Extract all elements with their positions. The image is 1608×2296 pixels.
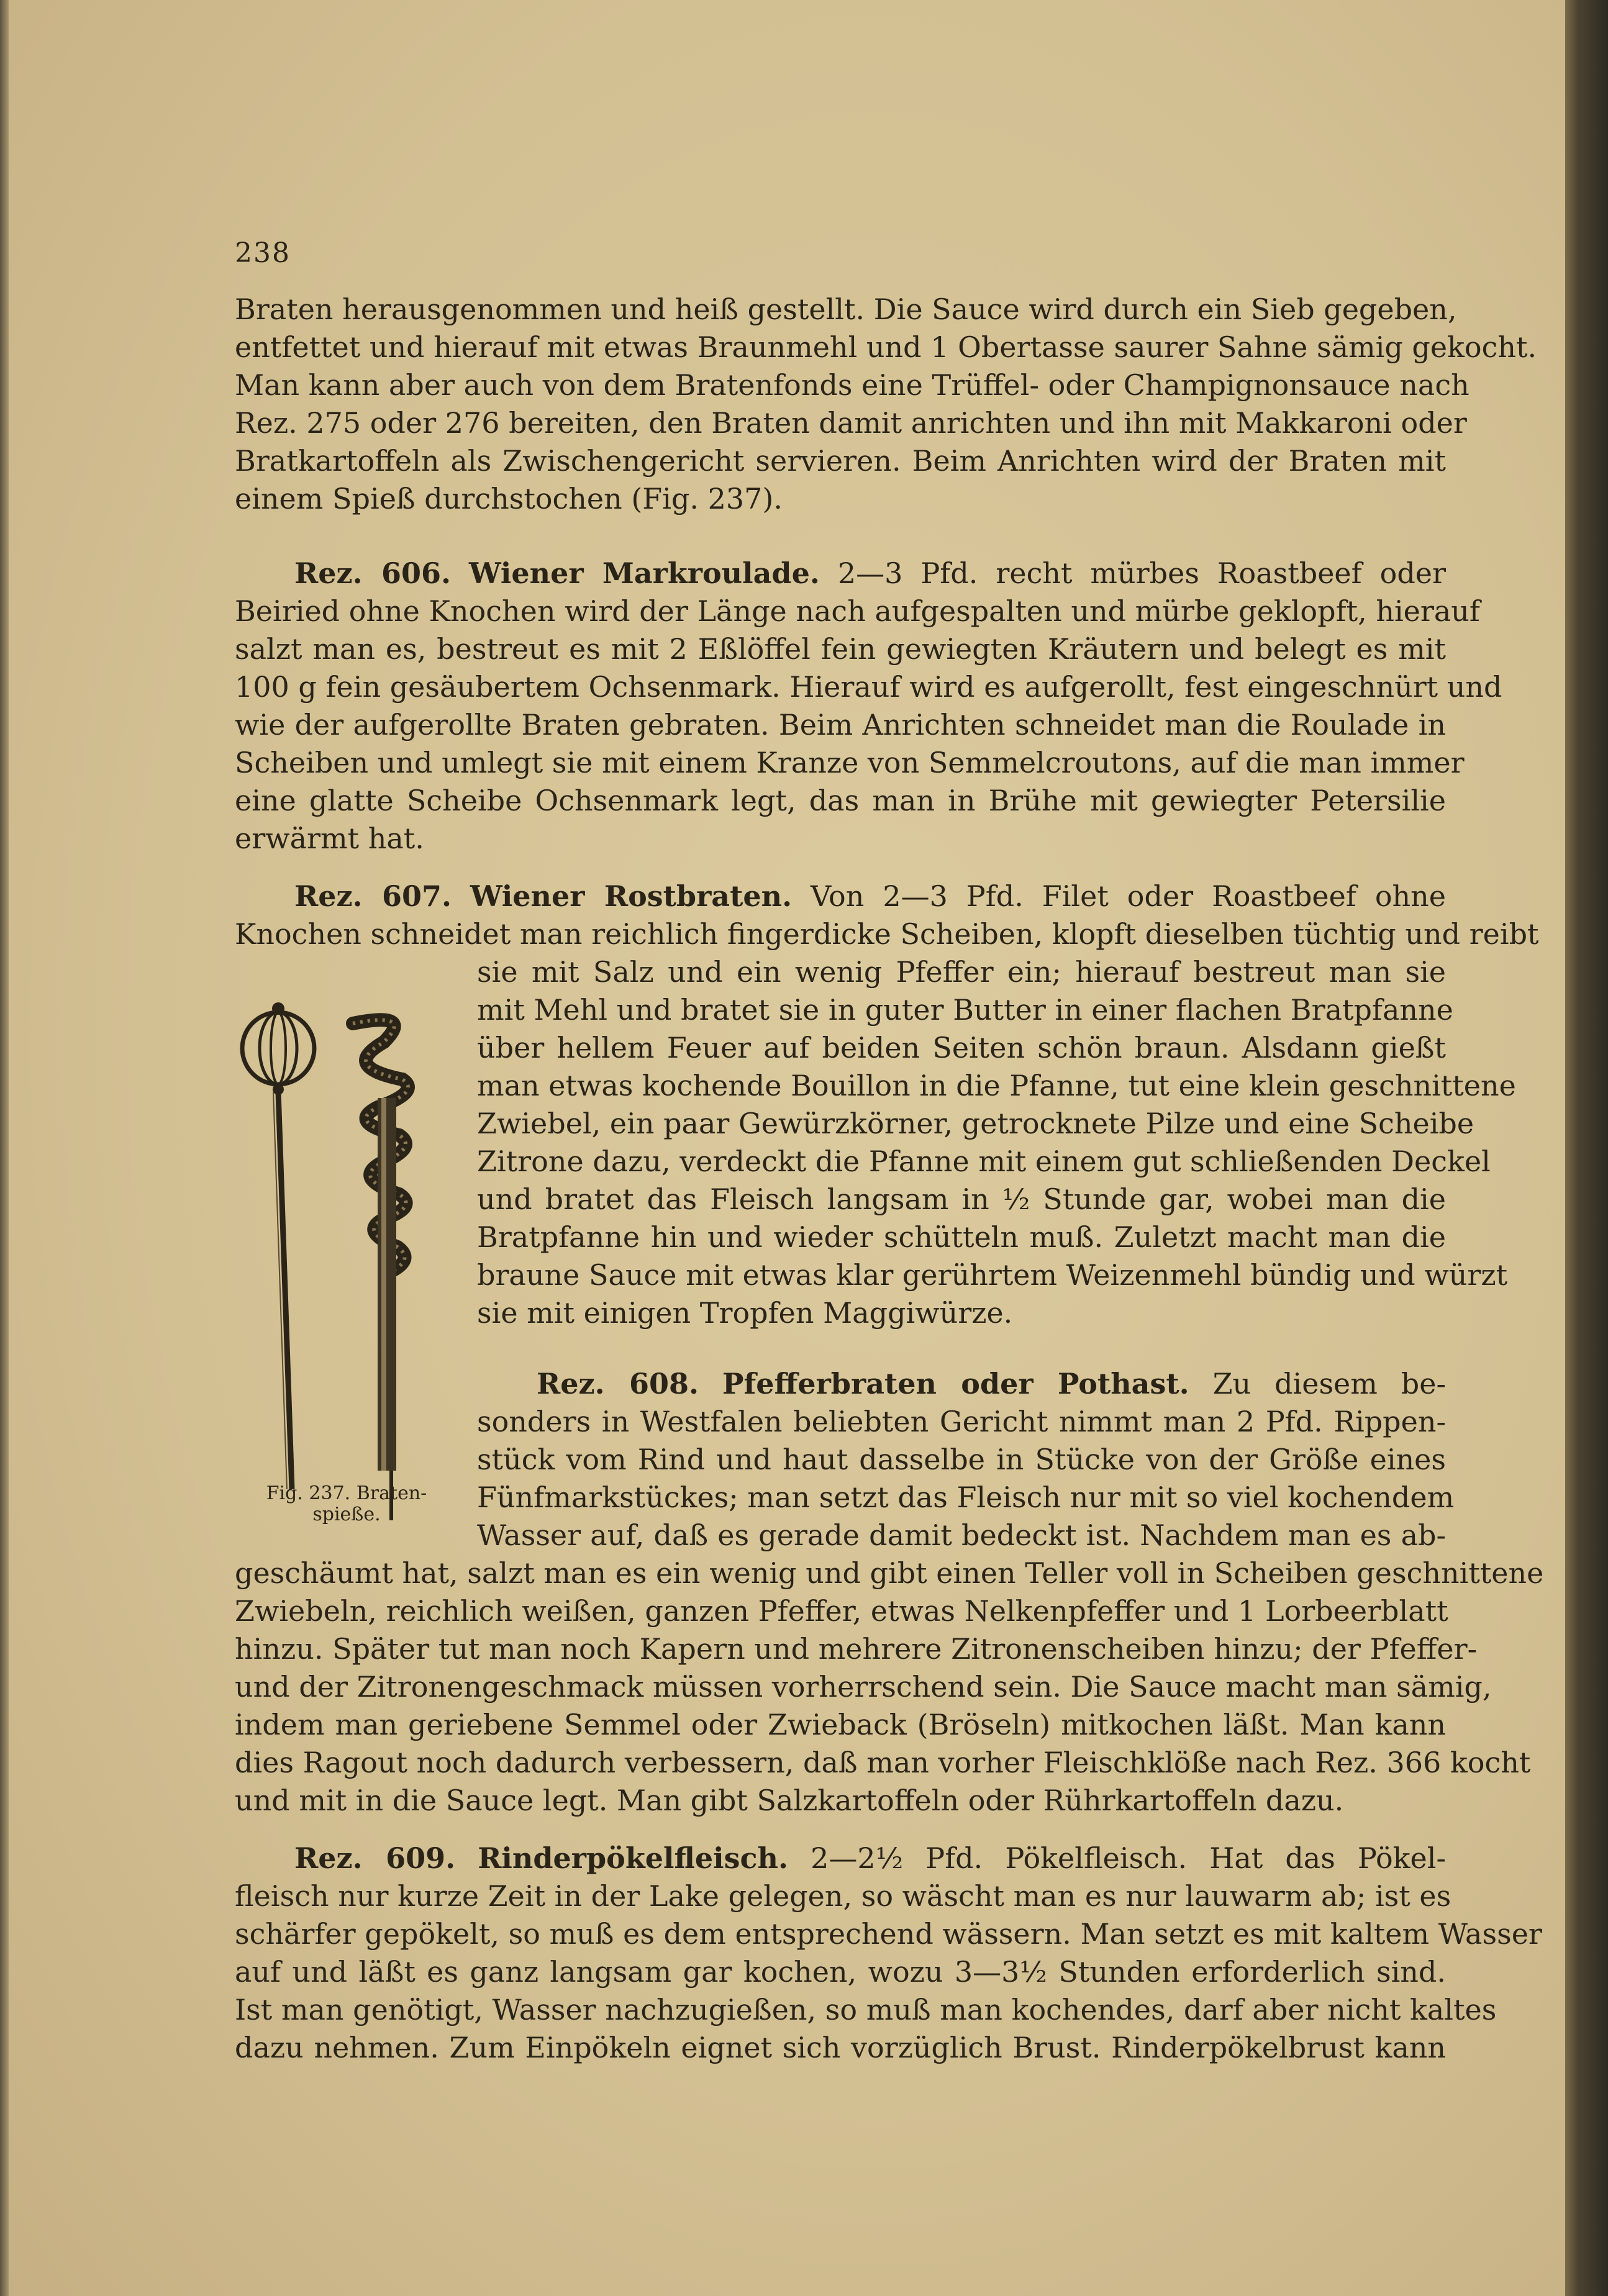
text-line: sie mit Salz und ein wenig Pfeffer ein; hierauf bestreut man sie — [477, 955, 1446, 989]
text-line: 2—2½ Pfd. Pökelfleisch. Hat das Pökel- — [811, 1841, 1446, 1875]
recipe-title: Rinderpökelfleisch. — [478, 1841, 789, 1875]
recipe-title: Wiener Markroulade. — [469, 556, 820, 590]
figure-skewers-illustration — [235, 974, 458, 1533]
text-line: sonders in Westfalen beliebten Gericht nimmt man 2 Pfd. Rippen- — [477, 1405, 1446, 1438]
text-line: mit Mehl und bratet sie in guter Butter in einer flachen Bratpfanne — [477, 993, 1453, 1027]
text-line: braune Sauce mit etwas klar gerührtem Weizenmehl bündig und würzt — [477, 1258, 1508, 1292]
text-line: wie der aufgerollte Braten gebraten. Beim Anrichten schneidet man die Roulade in — [235, 708, 1446, 742]
recipe-heading-line — [477, 1365, 1446, 1403]
text-line: sie mit einigen Tropfen Maggiwürze. — [477, 1296, 1013, 1330]
text-line: stück vom Rind und haut dasselbe in Stücke von der Größe eines — [477, 1443, 1446, 1476]
text-line: geschäumt hat, salzt man es ein wenig und gibt einen Teller voll in Scheiben geschnittene — [235, 1556, 1544, 1590]
text-line: und mit in die Sauce legt. Man gibt Salzkartoffeln oder Rührkartoffeln dazu. — [235, 1784, 1344, 1817]
text-line: einem Spieß durchstochen (Fig. 237). — [235, 482, 783, 515]
text-line: 100 g fein gesäubertem Ochsenmark. Hierauf wird es aufgerollt, fest eingeschnürt und — [235, 670, 1502, 704]
text-line: auf und läßt es ganz langsam gar kochen, wozu 3—3½ Stunden erforderlich sind. — [235, 1955, 1446, 1989]
intro-paragraph — [235, 291, 1537, 518]
skewer-spiral-icon — [353, 1020, 408, 1520]
text-line: Ist man genötigt, Wasser nachzugießen, so muß man kochendes, darf aber nicht kaltes — [235, 1993, 1497, 2026]
text-line: Rez. 275 oder 276 bereiten, den Braten damit anrichten und ihn mit Makkaroni oder — [235, 406, 1467, 440]
text-line: und bratet das Fleisch langsam in ½ Stunde gar, wobei man die — [477, 1182, 1446, 1216]
text-line: Knochen schneidet man reichlich fingerdicke Scheiben, klopft dieselben tüchtig und reibt — [235, 917, 1539, 951]
recipe-title: Pfefferbraten oder Pothast. — [722, 1367, 1189, 1400]
text-line: dies Ragout noch dadurch verbessern, daß man vorher Fleischklöße nach Rez. 366 kocht — [235, 1746, 1531, 1779]
text-line: salzt man es, bestreut es mit 2 Eßlöffel fein gewiegten Kräutern und belegt es mit — [235, 632, 1446, 666]
recipe-number: Rez. 606. — [294, 556, 452, 590]
recipe-number: Rez. 608. — [537, 1367, 699, 1400]
text-line: Fünfmarkstückes; man setzt das Fleisch nur mit so viel kochendem — [477, 1481, 1455, 1514]
text-line: Zu diesem be- — [1212, 1367, 1447, 1400]
text-line: Von 2—3 Pfd. Filet oder Roastbeef ohne — [811, 879, 1446, 913]
text-line: und der Zitronengeschmack müssen vorherrschend sein. Die Sauce macht man sämig, — [235, 1670, 1492, 1704]
text-line: Bratkartoffeln als Zwischengericht servieren. Beim Anrichten wird der Braten mit — [235, 444, 1446, 478]
skewer-cage-icon — [242, 1002, 314, 1489]
text-line: Bratpfanne hin und wieder schütteln muß. Zuletzt macht man die — [477, 1220, 1446, 1254]
text-line: erwärmt hat. — [235, 822, 424, 855]
text-line: 2—3 Pfd. recht mürbes Roastbeef oder — [837, 556, 1447, 590]
text-line: Braten herausgenommen und heiß gestellt. Die Sauce wird durch ein Sieb gegeben, — [235, 293, 1457, 326]
recipe-number: Rez. 607. — [294, 879, 452, 913]
page-number: 238 — [235, 237, 291, 269]
page-left-edge — [0, 0, 9, 2296]
text-line: Man kann aber auch von dem Bratenfonds eine Trüffel- oder Champignonsauce nach — [235, 368, 1469, 402]
recipe-609 — [235, 1840, 1542, 2067]
text-line: Beiried ohne Knochen wird der Länge nach aufgespalten und mürbe geklopft, hierauf — [235, 594, 1480, 628]
text-line: indem man geriebene Semmel oder Zwieback (Bröseln) mitkochen läßt. Man kann — [235, 1708, 1446, 1741]
text-line: Wasser auf, daß es gerade damit bedeckt ist. Nachdem man es ab- — [477, 1518, 1446, 1552]
text-line: Zitrone dazu, verdeckt die Pfanne mit einem gut schließenden Deckel — [477, 1145, 1491, 1178]
text-line: hinzu. Später tut man noch Kapern und mehrere Zitronenscheiben hinzu; der Pfeffer- — [235, 1632, 1478, 1666]
text-line: Zwiebeln, reichlich weißen, ganzen Pfeffer, etwas Nelkenpfeffer und 1 Lorbeerblatt — [235, 1594, 1448, 1628]
text-line: man etwas kochende Bouillon in die Pfanne, tut eine klein geschnittene — [477, 1069, 1516, 1102]
recipe-heading-line — [235, 555, 1446, 592]
text-line: fleisch nur kurze Zeit in der Lake gelegen, so wäscht man es nur lauwarm ab; ist es — [235, 1879, 1451, 1913]
recipe-606 — [235, 555, 1502, 858]
recipe-number: Rez. 609. — [294, 1841, 456, 1875]
text-line: dazu nehmen. Zum Einpökeln eignet sich vorzüglich Brust. Rinderpökelbrust kann — [235, 2031, 1446, 2064]
caption-line: spieße. — [312, 1504, 381, 1525]
text-line: entfettet und hierauf mit etwas Braunmehl und 1 Obertasse saurer Sahne sämig gekocht. — [235, 330, 1537, 364]
recipe-heading-line — [235, 878, 1446, 915]
figure-caption — [235, 1483, 458, 1525]
text-line: Zwiebel, ein paar Gewürzkörner, getrocknete Pilze und eine Scheibe — [477, 1107, 1474, 1140]
recipe-heading-line — [235, 1840, 1446, 1877]
text-line: eine glatte Scheibe Ochsenmark legt, das man in Brühe mit gewiegter Petersilie — [235, 784, 1446, 817]
text-line: über hellem Feuer auf beiden Seiten schön braun. Alsdann gießt — [477, 1031, 1446, 1064]
text-line: schärfer gepökelt, so muß es dem entsprechend wässern. Man setzt es mit kaltem Wasser — [235, 1917, 1542, 1951]
book-gutter — [1565, 0, 1608, 2296]
text-line: Scheiben und umlegt sie mit einem Kranze von Semmelcroutons, auf die man immer — [235, 746, 1465, 779]
recipe-title: Wiener Rostbraten. — [470, 879, 793, 913]
caption-line: Fig. 237. Braten- — [266, 1482, 427, 1504]
